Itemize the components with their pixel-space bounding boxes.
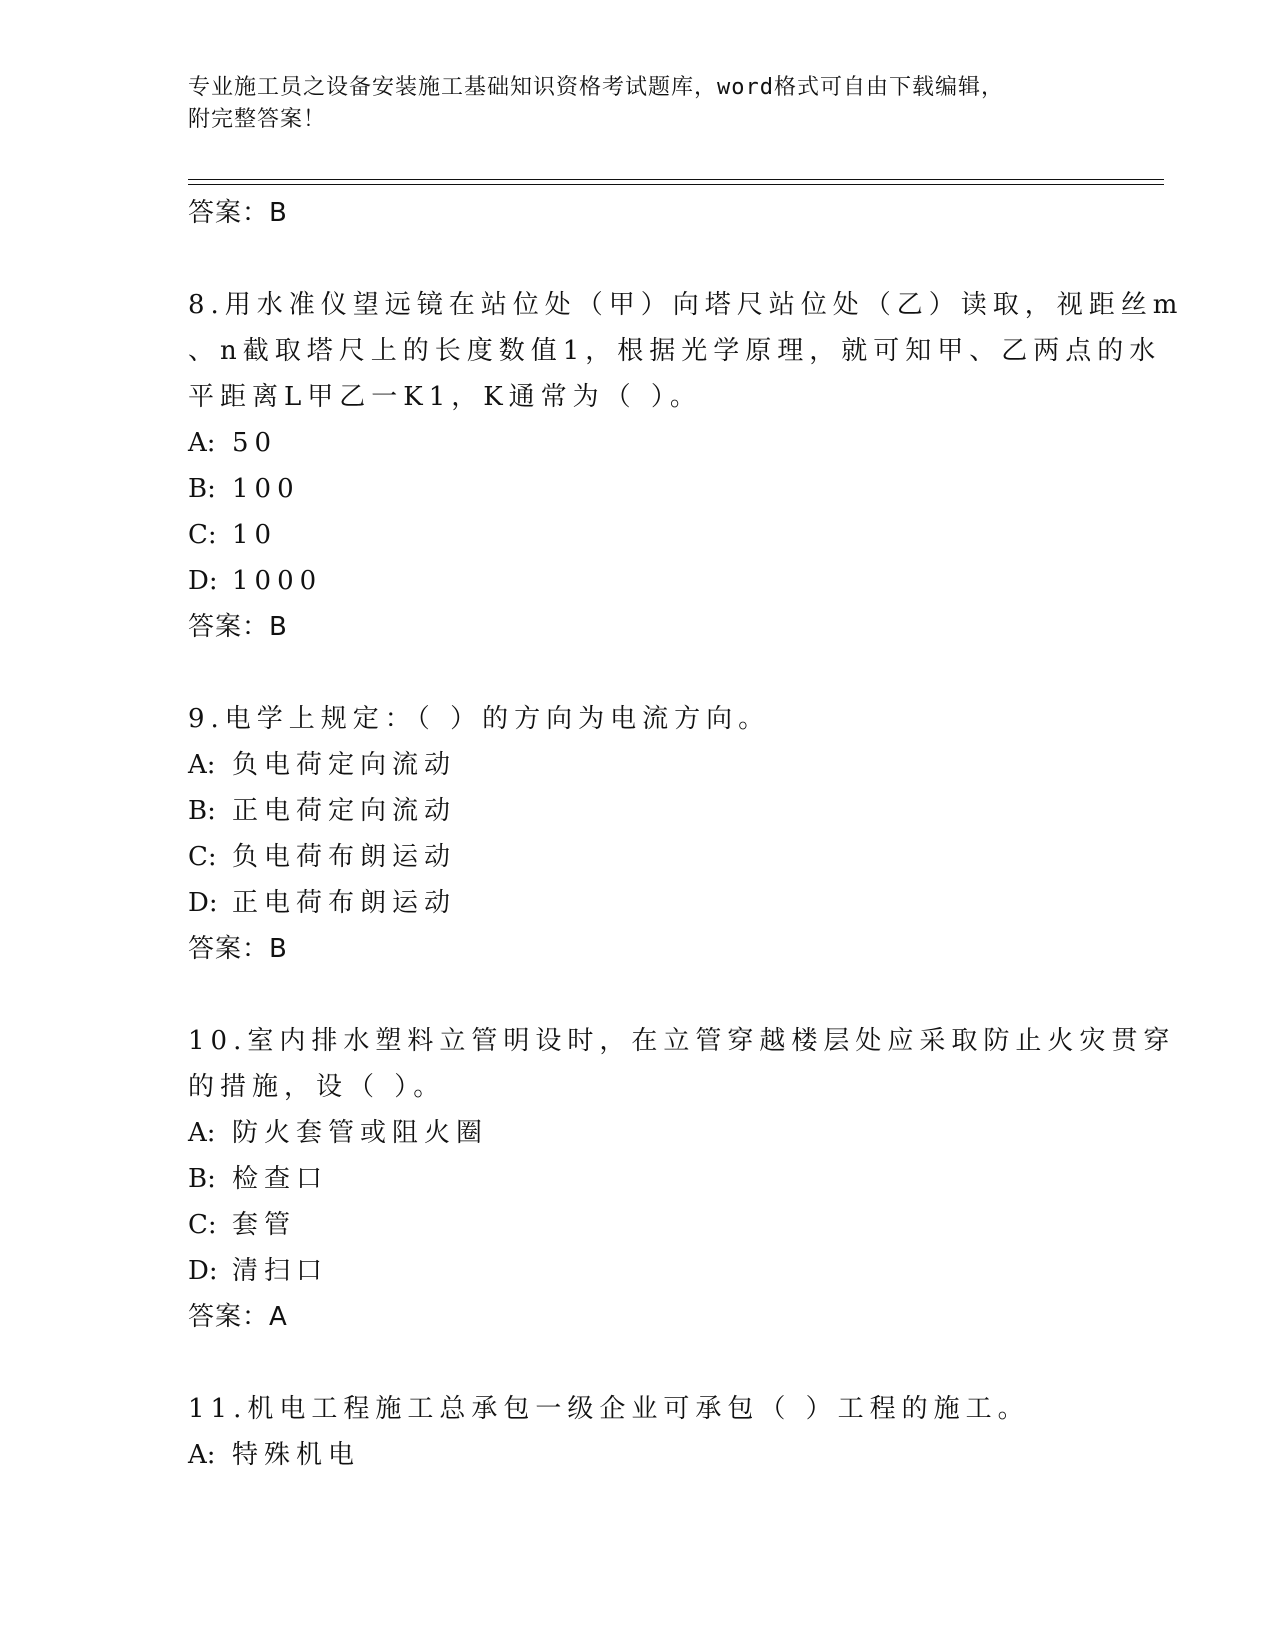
option-d xyxy=(188,558,1088,604)
question-text: 9.电学上规定：（ ）的方向为电流方向。 xyxy=(188,704,771,734)
option-text: 防火套管或阻火圈 xyxy=(232,1118,489,1148)
option-label: C: xyxy=(188,520,217,550)
question-text: 的措施，设（ ）。 xyxy=(188,1072,446,1102)
option-text: 清扫口 xyxy=(232,1256,329,1286)
option-text: 负电荷布朗运动 xyxy=(232,842,457,872)
option-text: 50 xyxy=(232,428,278,458)
answer-line: 答案：B xyxy=(188,934,288,964)
option-label: D: xyxy=(188,566,218,596)
option-c xyxy=(188,834,1088,880)
answer-line: 答案：B xyxy=(188,612,288,642)
option-text: 特殊机电 xyxy=(232,1440,361,1470)
option-label: B: xyxy=(188,796,216,826)
option-text: 10 xyxy=(232,520,278,550)
option-label: B: xyxy=(188,1164,216,1194)
option-d xyxy=(188,880,1088,926)
question-list xyxy=(188,190,1184,1478)
header-line: 专业施工员之设备安装施工基础知识资格考试题库，word格式可自由下载编辑， xyxy=(188,75,1004,100)
option-b xyxy=(188,466,1088,512)
question-text: 11.机电工程施工总承包一级企业可承包（ ）工程的施工。 xyxy=(188,1394,1030,1424)
option-label: D: xyxy=(188,1256,218,1286)
option-a xyxy=(188,1110,1088,1156)
header-divider-top xyxy=(188,179,1164,180)
option-text: 正电荷定向流动 xyxy=(232,796,457,826)
header-divider-bottom xyxy=(188,184,1164,185)
spacer xyxy=(188,1340,1088,1386)
option-a xyxy=(188,1432,1088,1478)
answer-line: 答案：A xyxy=(188,1302,288,1332)
option-text: 1000 xyxy=(232,566,323,596)
spacer xyxy=(188,650,1088,696)
question-text: 8.用水准仪望远镜在站位处（甲）向塔尺站位处（乙）读取，视距丝m xyxy=(188,290,1184,320)
option-b xyxy=(188,1156,1088,1202)
option-d xyxy=(188,1248,1088,1294)
option-label: A: xyxy=(188,1118,216,1148)
option-text: 100 xyxy=(232,474,300,504)
question-text: 平距离L甲乙一K1，K通常为（ ）。 xyxy=(188,382,702,412)
option-text: 检查口 xyxy=(232,1164,329,1194)
question-10 xyxy=(188,1018,1176,1340)
option-c xyxy=(188,1202,1088,1248)
option-label: C: xyxy=(188,1210,217,1240)
spacer xyxy=(188,236,1088,282)
answer-line: 答案：B xyxy=(188,198,288,228)
question-9 xyxy=(188,696,1088,972)
option-text: 正电荷布朗运动 xyxy=(232,888,457,918)
question-8 xyxy=(188,282,1184,650)
spacer xyxy=(188,972,1088,1018)
option-a xyxy=(188,742,1088,788)
option-label: B: xyxy=(188,474,216,504)
option-label: A: xyxy=(188,750,216,780)
option-c xyxy=(188,512,1088,558)
option-label: D: xyxy=(188,888,218,918)
option-a xyxy=(188,420,1088,466)
option-label: A: xyxy=(188,428,216,458)
question-text: 10.室内排水塑料立管明设时，在立管穿越楼层处应采取防止火灾贯穿 xyxy=(188,1026,1176,1056)
document-header xyxy=(188,72,1088,136)
option-b xyxy=(188,788,1088,834)
option-text: 负电荷定向流动 xyxy=(232,750,457,780)
option-label: C: xyxy=(188,842,217,872)
option-label: A: xyxy=(188,1440,216,1470)
question-11 xyxy=(188,1386,1088,1478)
option-text: 套管 xyxy=(232,1210,297,1240)
question-text: 、n截取塔尺上的长度数值1，根据光学原理，就可知甲、乙两点的水 xyxy=(188,336,1162,366)
header-line: 附完整答案！ xyxy=(188,107,327,132)
